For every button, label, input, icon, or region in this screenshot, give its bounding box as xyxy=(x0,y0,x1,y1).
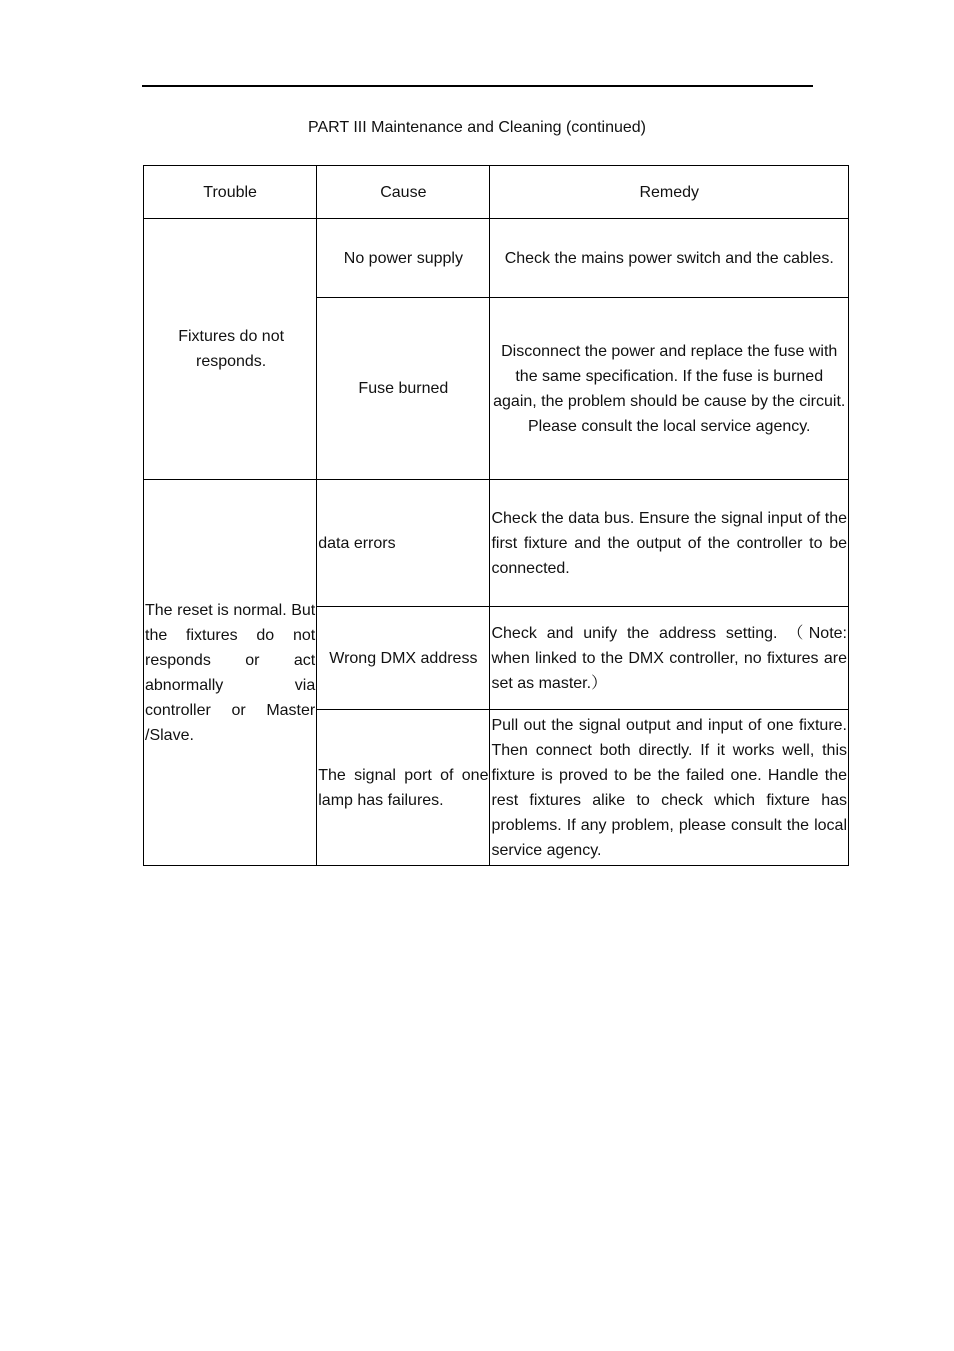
table-row xyxy=(144,480,849,607)
cause-cell: The signal port of one lamp has failures. xyxy=(317,710,490,866)
cause-cell: Fuse burned xyxy=(317,298,490,480)
trouble-cell: Fixtures do not responds. xyxy=(144,219,317,480)
table-header-row xyxy=(144,166,849,219)
remedy-cell: Check the mains power switch and the cables. xyxy=(490,219,849,298)
header-rule xyxy=(142,85,813,87)
header-remedy: Remedy xyxy=(490,166,849,219)
table-row xyxy=(144,219,849,298)
page-title: PART III Maintenance and Cleaning (continued) xyxy=(308,119,646,136)
remedy-cell: Pull out the signal output and input of one fixture. Then connect both directly. If it works well, this fixture is proved to be the failed one. Handle the rest fixtures alike to check which fixture has problems. If any problem, please consult the local service agency. xyxy=(490,710,849,866)
remedy-cell: Check the data bus. Ensure the signal input of the first fixture and the output of the controller to be connected. xyxy=(490,480,849,607)
troubleshooting-table xyxy=(143,165,849,866)
trouble-cell: The reset is normal. But the fixtures do not responds or act abnormally via controller or Master /Slave. xyxy=(144,480,317,866)
header-cause: Cause xyxy=(317,166,490,219)
remedy-cell: Disconnect the power and replace the fuse with the same specification. If the fuse is burned again, the problem should be cause by the circuit. Please consult the local service agency. xyxy=(490,298,849,480)
cause-cell: Wrong DMX address xyxy=(317,607,490,710)
remedy-cell: Check and unify the address setting. （Note: when linked to the DMX controller, no fixtures are set as master.） xyxy=(490,607,849,710)
cause-cell: data errors xyxy=(317,480,490,607)
header-trouble: Trouble xyxy=(144,166,317,219)
cause-cell: No power supply xyxy=(317,219,490,298)
